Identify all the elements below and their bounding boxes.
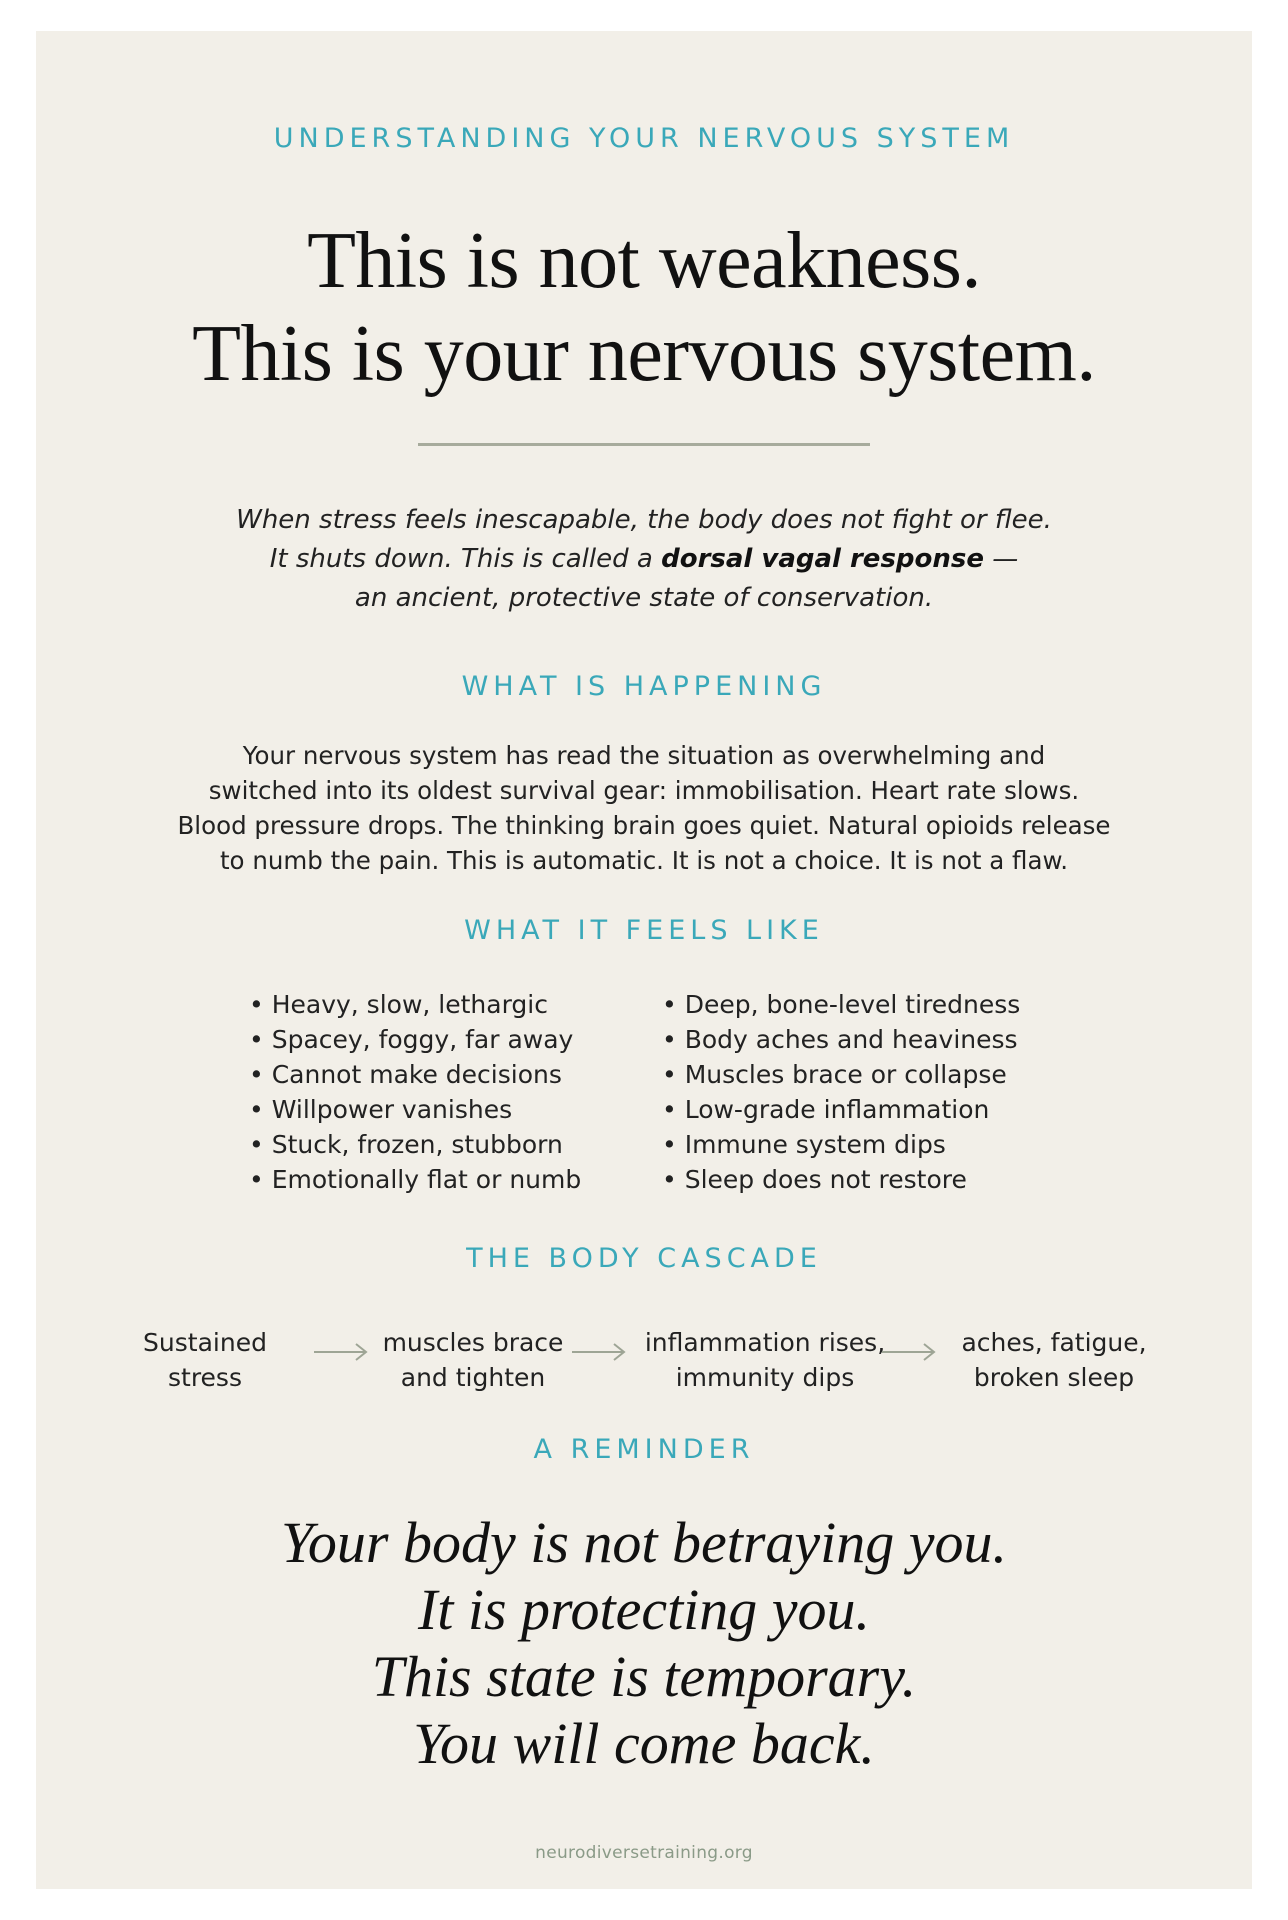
right-arrow-icon — [880, 1341, 938, 1363]
right-arrow-icon — [570, 1341, 628, 1363]
dorsal-vagal-term: dorsal vagal response — [661, 544, 985, 574]
cascade-step-line: muscles brace — [382, 1328, 564, 1357]
cascade-step-2 — [373, 1325, 573, 1395]
happening-line: to numb the pain. This is automatic. It is not a choice. It is not a flaw. — [219, 846, 1069, 875]
list-item: • Stuck, frozen, stubborn — [249, 1127, 581, 1162]
cascade-step-3 — [630, 1325, 900, 1395]
right-arrow-icon — [312, 1341, 370, 1363]
cascade-step-line: broken sleep — [973, 1363, 1135, 1392]
intro-paragraph — [36, 501, 1252, 618]
section-heading-happening: WHAT IS HAPPENING — [461, 671, 827, 702]
headline-line-1: This is not weakness. — [307, 217, 981, 305]
list-item: • Deep, bone-level tiredness — [662, 987, 1020, 1022]
cascade-step-line: inflammation rises, — [644, 1328, 886, 1357]
intro-line-3: an ancient, protective state of conservation. — [354, 583, 934, 613]
cascade-step-1 — [134, 1325, 276, 1395]
cascade-step-4 — [944, 1325, 1164, 1395]
reminder-line: This state is temporary. — [371, 1644, 917, 1709]
intro-line-1: When stress feels inescapable, the body does not fight or flee. — [236, 505, 1052, 535]
headline — [36, 215, 1252, 401]
list-item: • Cannot make decisions — [249, 1057, 581, 1092]
list-item: • Heavy, slow, lethargic — [249, 987, 581, 1022]
body-cascade — [36, 1325, 1252, 1405]
intro-line-2 — [36, 540, 1252, 579]
eyebrow-title: UNDERSTANDING YOUR NERVOUS SYSTEM — [273, 123, 1015, 154]
reminder-line: It is protecting you. — [417, 1577, 871, 1642]
list-item: • Willpower vanishes — [249, 1092, 581, 1127]
cascade-step-line: aches, fatigue, — [961, 1328, 1147, 1357]
poster — [36, 31, 1252, 1889]
cascade-step-line: immunity dips — [675, 1363, 855, 1392]
reminder-line: Your body is not betraying you. — [280, 1510, 1008, 1575]
section-heading-feels: WHAT IT FEELS LIKE — [464, 915, 824, 946]
footer-url: neurodiversetraining.org — [535, 1843, 753, 1863]
section-heading-cascade: THE BODY CASCADE — [466, 1243, 822, 1274]
intro-line-2-start: It shuts down. This is called a — [269, 544, 662, 574]
list-item: • Emotionally flat or numb — [249, 1162, 581, 1197]
intro-line-2-end: — — [984, 544, 1019, 574]
happening-line: Blood pressure drops. The thinking brain goes quiet. Natural opioids release — [177, 811, 1111, 840]
list-item: • Sleep does not restore — [662, 1162, 1020, 1197]
list-item: • Spacey, foggy, far away — [249, 1022, 581, 1057]
feels-list-right — [662, 987, 1020, 1197]
happening-paragraph — [36, 738, 1252, 878]
cascade-step-line: Sustained — [143, 1328, 267, 1357]
reminder-text — [36, 1509, 1252, 1777]
feels-list-left — [249, 987, 581, 1197]
divider — [418, 443, 870, 446]
happening-line: Your nervous system has read the situation as overwhelming and — [242, 741, 1046, 770]
happening-line: switched into its oldest survival gear: immobilisation. Heart rate slows. — [208, 776, 1080, 805]
list-item: • Muscles brace or collapse — [662, 1057, 1020, 1092]
list-item: • Low-grade inflammation — [662, 1092, 1020, 1127]
cascade-step-line: and tighten — [400, 1363, 546, 1392]
headline-line-2: This is your nervous system. — [192, 310, 1096, 398]
section-heading-reminder: A REMINDER — [533, 1434, 755, 1465]
list-item: • Body aches and heaviness — [662, 1022, 1020, 1057]
list-item: • Immune system dips — [662, 1127, 1020, 1162]
reminder-line: You will come back. — [413, 1711, 875, 1776]
cascade-step-line: stress — [168, 1363, 242, 1392]
